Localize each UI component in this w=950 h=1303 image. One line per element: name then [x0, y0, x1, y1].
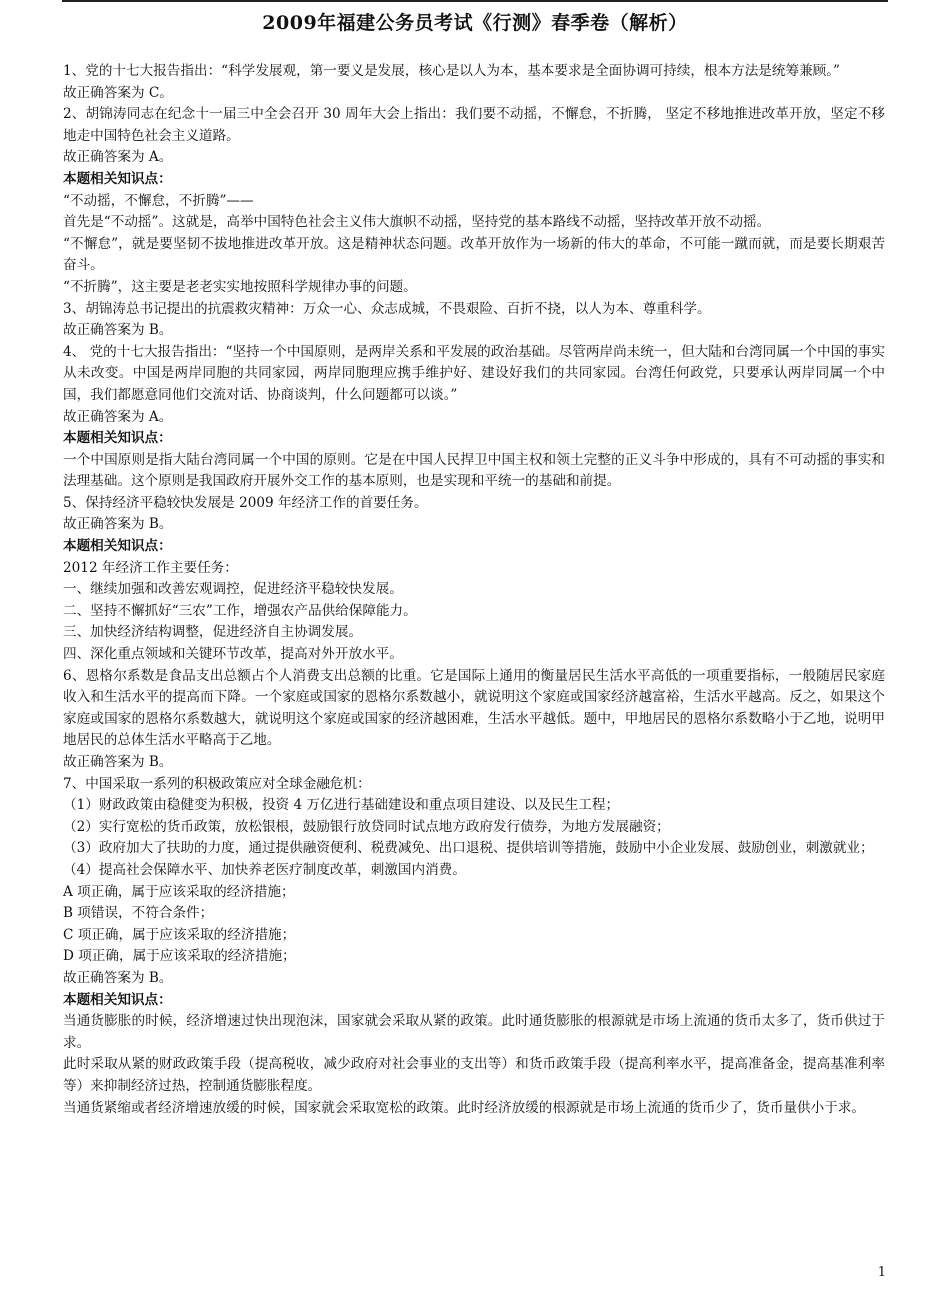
body-text: 此时采取从紧的财政政策手段（提高税收，减少政府对社会事业的支出等）和货币政策手段（提高利率水平，提高准备金，提高基准利率等）来抑制经济过热，控制通货膨胀程度。: [63, 1056, 885, 1094]
document-body: [63, 61, 885, 1119]
body-text: 一个中国原则是指大陆台湾同属一个中国的原则。它是在中国人民捍卫中国主权和领土完整的正义斗争中形成的，具有不可动摇的事实和法理基础。这个原则是我国政府开展外交工作的基本原则，也是实现和平统一的基础和前提。: [63, 451, 885, 490]
body-text: “不懈怠”，就是要坚韧不拔地推进改革开放。这是精神状态问题。改革开放作为一场新的伟大的革命，不可能一蹴而就，而是要长期艰苦奋斗。: [63, 235, 885, 274]
document-title: 2009年福建公务员考试《行测》春季卷（解析）: [262, 12, 688, 34]
question-text: 6、恩格尔系数是食品支出总额占个人消费支出总额的比重。它是国际上通用的衡量居民生活水平高低的一项重要指标，一般随居民家庭收入和生活水平的提高而下降。一个家庭或国家的恩格尔系数越小，就说明这个家庭或国家经济越富裕，生活水平越高。反之，如果这个家庭或国家的恩格尔系数越大，就说明这个家庭或国家的经济越困难，生活水平越低。题中，甲地居民的恩格尔系数略小于乙地，说明甲地居民的总体生活水平略高于乙地。: [63, 667, 885, 749]
body-text: 故正确答案为 B。: [63, 322, 173, 339]
question-text: 5、保持经济平稳较快发展是 2009 年经济工作的首要任务。: [63, 494, 428, 511]
body-text: “不动摇，不懈怠，不折腾”——: [63, 192, 254, 209]
question-text: 2、胡锦涛同志在纪念十一届三中全会召开 30 周年大会上指出：我们要不动摇，不懈怠，不折腾， 坚定不移地推进改革开放，坚定不移地走中国特色社会主义道路。: [63, 106, 885, 144]
body-text: 故正确答案为 B。: [63, 516, 173, 533]
body-text: 2012 年经济工作主要任务：: [63, 559, 238, 576]
question-text: 1、党的十七大报告指出：“科学发展观，第一要义是发展，核心是以人为本，基本要求是全面协调可持续，根本方法是统筹兼顾。”: [63, 63, 840, 79]
body-text: 一、继续加强和改善宏观调控，促进经济平稳较快发展。: [63, 581, 403, 598]
body-text: （1）财政政策由稳健变为积极，投资 4 万亿进行基础建设和重点项目建设、以及民生工程；: [63, 797, 620, 814]
question-text: 4、 党的十七大报告指出：“坚持一个中国原则，是两岸关系和平发展的政治基础。尽管两岸尚未统一，但大陆和台湾同属一个中国的事实从未改变。中国是两岸同胞的共同家园，两岸同胞理应携手维护好、建设好我们的共同家园。台湾任何政党，只要承认两岸同属一个中国，我们都愿意同他们交流对话、协商谈判，什么问题都可以谈。”: [63, 343, 885, 403]
body-text: 二、坚持不懈抓好“三农”工作，增强农产品供给保障能力。: [63, 602, 417, 619]
body-text: 故正确答案为 B。: [63, 969, 173, 986]
top-rule: [62, 0, 888, 2]
knowledge-heading: 本题相关知识点：: [63, 991, 172, 1008]
body-text: A 项正确，属于应该采取的经济措施；: [63, 883, 295, 900]
knowledge-heading: 本题相关知识点：: [63, 170, 172, 187]
body-text: D 项正确，属于应该采取的经济措施；: [63, 948, 296, 965]
body-text: 三、加快经济结构调整，促进经济自主协调发展。: [63, 624, 363, 641]
body-text: 故正确答案为 A。: [63, 408, 173, 425]
body-text: （3）政府加大了扶助的力度，通过提供融资便利、税费减免、出口退税、提供培训等措施，鼓励中小企业发展、鼓励创业，刺激就业；: [63, 840, 874, 857]
body-text: 当通货膨胀的时候，经济增速过快出现泡沫，国家就会采取从紧的政策。此时通货膨胀的根源就是市场上流通的货币太多了，货币供过于求。: [63, 1013, 885, 1051]
body-text: （2）实行宽松的货币政策，放松银根，鼓励银行放贷同时试点地方政府发行债券，为地方发展融资；: [63, 818, 670, 835]
question-text: 7、中国采取一系列的积极政策应对全球金融危机：: [63, 775, 371, 792]
body-text: 首先是“不动摇”。这就是，高举中国特色社会主义伟大旗帜不动摇，坚持党的基本路线不动摇，坚持改革开放不动摇。: [63, 214, 771, 231]
knowledge-heading: 本题相关知识点：: [63, 538, 172, 555]
body-text: 故正确答案为 B。: [63, 754, 173, 770]
body-text: （4）提高社会保障水平、加快养老医疗制度改革，刺激国内消费。: [63, 861, 466, 878]
body-text: 故正确答案为 A。: [63, 149, 173, 166]
body-text: 当通货紧缩或者经济增速放缓的时候，国家就会采取宽松的政策。此时经济放缓的根源就是市场上流通的货币少了，货币量供小于求。: [63, 1099, 866, 1116]
body-text: 故正确答案为 C。: [63, 84, 173, 101]
question-text: 3、胡锦涛总书记提出的抗震救灾精神：万众一心、众志成城，不畏艰险、百折不挠，以人为本、尊重科学。: [63, 300, 711, 317]
page-number: 1: [877, 1265, 886, 1280]
body-text: B 项错误，不符合条件；: [63, 905, 214, 922]
knowledge-heading: 本题相关知识点：: [63, 430, 172, 447]
body-text: C 项正确，属于应该采取的经济措施；: [63, 926, 296, 943]
body-text: “不折腾”，这主要是老老实实地按照科学规律办事的问题。: [63, 278, 417, 295]
body-text: 四、深化重点领域和关键环节改革，提高对外开放水平。: [63, 646, 403, 663]
